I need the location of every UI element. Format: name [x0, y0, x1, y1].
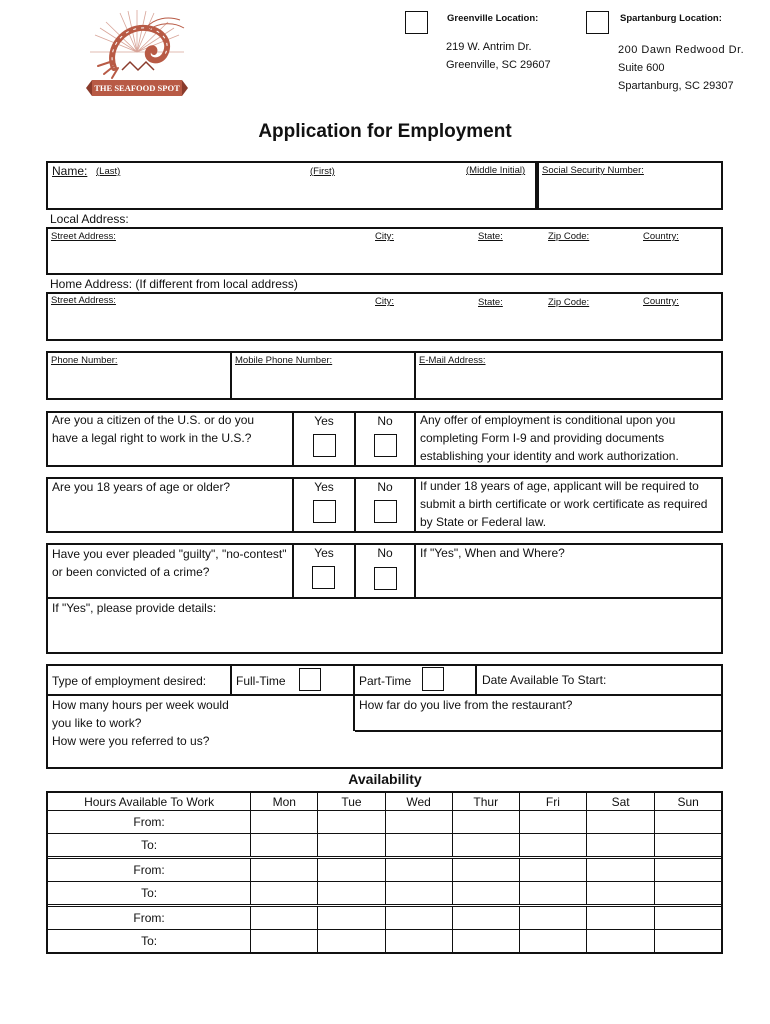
greenville-address-line2: Greenville, SC 29607: [446, 59, 551, 71]
home-address-heading: Home Address: (If different from local address): [50, 277, 298, 291]
spartanburg-address-line1: 200 Dawn Redwood Dr.: [618, 44, 745, 56]
time-cell[interactable]: [519, 882, 586, 905]
hours-per-week-field[interactable]: How many hours per week would you like to work?: [52, 698, 229, 730]
greenville-checkbox[interactable]: [405, 11, 428, 34]
time-cell[interactable]: [655, 834, 722, 857]
availability-row: [47, 930, 722, 954]
full-time-label: Full-Time: [236, 674, 286, 688]
time-cell[interactable]: [655, 930, 722, 954]
middle-initial-label: (Middle Initial): [466, 165, 526, 176]
local-country-label: Country:: [643, 231, 679, 242]
time-cell[interactable]: [318, 859, 385, 882]
time-cell[interactable]: [385, 811, 452, 834]
time-cell[interactable]: [586, 930, 654, 954]
contact-row: [46, 351, 723, 400]
citizen-note: Any offer of employment is conditional upon you completing Form I-9 and providing documents establishing your identity and work authorization.: [420, 413, 679, 463]
day-header-tue: Tue: [318, 792, 385, 811]
local-state-label: State:: [478, 231, 503, 242]
home-state-label: State:: [478, 297, 503, 308]
time-cell[interactable]: [251, 930, 318, 954]
day-header-fri: Fri: [519, 792, 586, 811]
ssn-label: Social Security Number:: [542, 165, 644, 176]
time-cell[interactable]: [519, 834, 586, 857]
age-note: If under 18 years of age, applicant will be required to submit a birth certificate or work certificate as required by State or Federal law.: [420, 479, 708, 529]
first-name-label: (First): [310, 166, 335, 177]
availability-header-row: [47, 792, 722, 811]
referred-field[interactable]: How were you referred to us?: [52, 734, 210, 748]
home-city-label: City:: [375, 296, 394, 307]
distance-field[interactable]: How far do you live from the restaurant?: [359, 698, 573, 712]
part-time-label: Part-Time: [359, 674, 412, 688]
time-cell[interactable]: [586, 859, 654, 882]
availability-row: [47, 907, 722, 930]
availability-row: [47, 859, 722, 882]
time-cell[interactable]: [519, 907, 586, 930]
citizen-yes-label: Yes: [314, 414, 334, 428]
spartanburg-address-line3: Spartanburg, SC 29307: [618, 80, 734, 92]
time-cell[interactable]: [452, 811, 519, 834]
age-no-checkbox[interactable]: [374, 500, 397, 523]
time-cell[interactable]: [519, 811, 586, 834]
day-header-thur: Thur: [452, 792, 519, 811]
company-logo: [84, 8, 190, 100]
time-cell[interactable]: [655, 882, 722, 905]
greenville-label: Greenville Location:: [447, 13, 539, 24]
time-cell[interactable]: [318, 907, 385, 930]
time-cell[interactable]: [452, 907, 519, 930]
availability-row: [47, 834, 722, 857]
hours-available-header: Hours Available To Work: [47, 792, 251, 811]
employment-type-label: Type of employment desired:: [52, 674, 207, 688]
date-available-field[interactable]: Date Available To Start:: [482, 673, 607, 687]
local-city-label: City:: [375, 231, 394, 242]
time-cell[interactable]: [385, 834, 452, 857]
time-cell[interactable]: [586, 834, 654, 857]
time-cell[interactable]: [385, 930, 452, 954]
phone-label[interactable]: Phone Number:: [51, 355, 118, 366]
part-time-checkbox[interactable]: [422, 667, 444, 691]
greenville-address-line1: 219 W. Antrim Dr.: [446, 41, 532, 53]
time-cell[interactable]: [318, 882, 385, 905]
time-cell[interactable]: [452, 834, 519, 857]
citizen-yes-checkbox[interactable]: [313, 434, 336, 457]
availability-row: [47, 811, 722, 834]
citizen-question: Are you a citizen of the U.S. or do you have a legal right to work in the U.S.?: [52, 413, 255, 445]
to-label: To:: [47, 930, 251, 954]
last-name-label: (Last): [96, 166, 121, 177]
time-cell[interactable]: [452, 882, 519, 905]
time-cell[interactable]: [251, 907, 318, 930]
from-label: From:: [47, 859, 251, 882]
age-question: Are you 18 years of age or older?: [52, 480, 231, 494]
time-cell[interactable]: [655, 811, 722, 834]
citizen-no-checkbox[interactable]: [374, 434, 397, 457]
availability-title: Availability: [348, 771, 422, 787]
time-cell[interactable]: [251, 811, 318, 834]
time-cell[interactable]: [519, 859, 586, 882]
spartanburg-checkbox[interactable]: [586, 11, 609, 34]
time-cell[interactable]: [318, 811, 385, 834]
time-cell[interactable]: [519, 930, 586, 954]
full-time-checkbox[interactable]: [299, 668, 321, 691]
time-cell[interactable]: [452, 930, 519, 954]
local-street-label: Street Address:: [51, 231, 116, 242]
time-cell[interactable]: [385, 882, 452, 905]
time-cell[interactable]: [251, 882, 318, 905]
local-address-heading: Local Address:: [50, 212, 129, 226]
home-zip-label: Zip Code:: [548, 297, 590, 308]
time-cell[interactable]: [655, 907, 722, 930]
crime-no-checkbox[interactable]: [374, 567, 397, 590]
spartanburg-address-line2: Suite 600: [618, 62, 665, 74]
crime-when-where-field[interactable]: If "Yes", When and Where?: [420, 546, 565, 560]
spartanburg-label: Spartanburg Location:: [620, 13, 722, 24]
time-cell[interactable]: [452, 859, 519, 882]
time-cell[interactable]: [655, 859, 722, 882]
day-header-sat: Sat: [586, 792, 654, 811]
day-header-sun: Sun: [655, 792, 722, 811]
time-cell[interactable]: [318, 930, 385, 954]
from-label: From:: [47, 907, 251, 930]
email-label[interactable]: E-Mail Address:: [419, 355, 486, 366]
name-label: Name:: [52, 164, 88, 178]
crime-question: Have you ever pleaded "guilty", "no-contest" or been convicted of a crime?: [52, 547, 287, 579]
crime-no-label: No: [377, 546, 393, 560]
time-cell[interactable]: [385, 907, 452, 930]
home-country-label: Country:: [643, 296, 679, 307]
time-cell[interactable]: [586, 882, 654, 905]
from-label: From:: [47, 811, 251, 834]
to-label: To:: [47, 882, 251, 905]
logo-text: THE SEAFOOD SPOT: [94, 83, 180, 93]
to-label: To:: [47, 834, 251, 857]
crime-yes-label: Yes: [314, 546, 334, 560]
home-street-label: Street Address:: [51, 295, 116, 306]
time-cell[interactable]: [251, 859, 318, 882]
time-cell[interactable]: [251, 834, 318, 857]
time-cell[interactable]: [318, 834, 385, 857]
crime-details-field[interactable]: If "Yes", please provide details:: [52, 601, 217, 615]
age-no-label: No: [377, 480, 393, 494]
local-zip-label: Zip Code:: [548, 231, 590, 242]
time-cell[interactable]: [385, 859, 452, 882]
age-yes-checkbox[interactable]: [313, 500, 336, 523]
mobile-label[interactable]: Mobile Phone Number:: [235, 355, 333, 366]
availability-row: [47, 882, 722, 905]
time-cell[interactable]: [586, 907, 654, 930]
availability-table: [46, 791, 723, 954]
age-yes-label: Yes: [314, 480, 334, 494]
time-cell[interactable]: [586, 811, 654, 834]
citizen-no-label: No: [377, 414, 393, 428]
day-header-mon: Mon: [251, 792, 318, 811]
page-title: Application for Employment: [258, 121, 512, 142]
day-header-wed: Wed: [385, 792, 452, 811]
crime-yes-checkbox[interactable]: [312, 566, 335, 589]
